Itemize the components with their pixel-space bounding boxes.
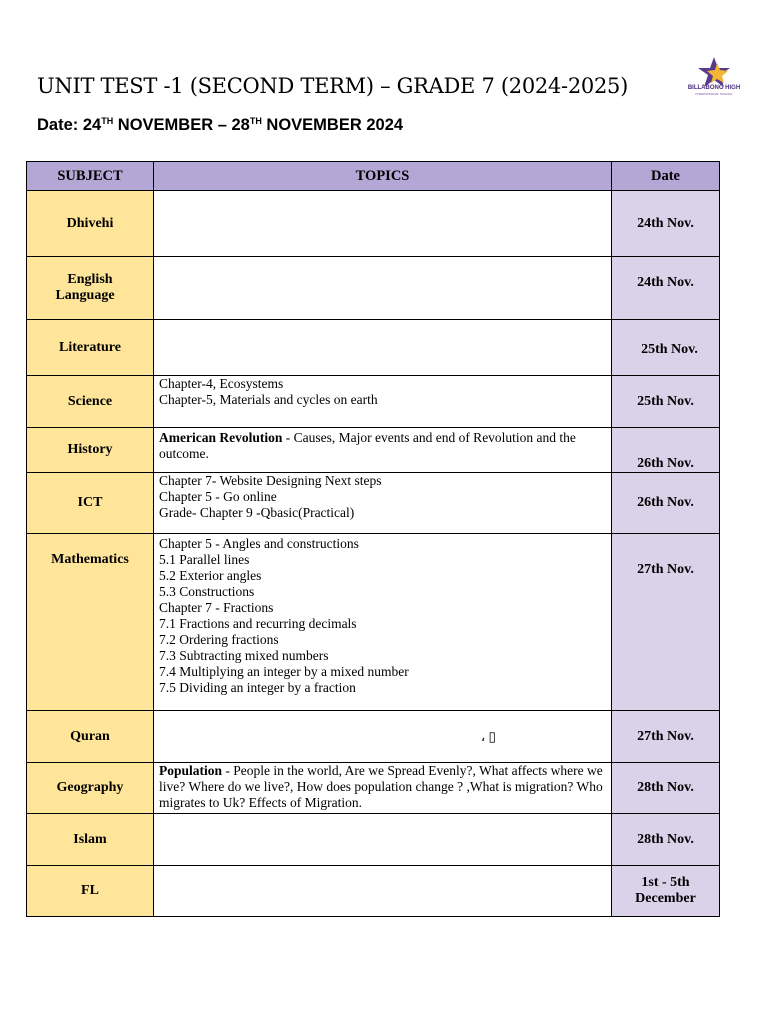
topics-cell (154, 866, 612, 917)
exam-date-range: Date: 24TH NOVEMBER – 28TH NOVEMBER 2024 (37, 116, 404, 134)
table-row (27, 534, 720, 711)
topics-cell: Chapter 5 - Angles and constructions 5.1 Parallel lines 5.2 Exterior angles 5.3 Constructions Chapter 7 - Fractions 7.1 Fractions and recurring decimals 7.2 Ordering fractions 7.3 Subtracting mixed numbers 7.4 Multiplying an integer by a mixed number 7.5 Dividing an integer by a fraction (154, 534, 612, 711)
subject-cell: Quran (27, 711, 154, 763)
arabic-glyph-mark: ، ▯ (480, 728, 496, 744)
table-row (27, 320, 720, 376)
subject-cell: Islam (27, 814, 154, 866)
logo-text: BILLABONG HIGH (687, 85, 741, 91)
topics-cell: American Revolution - Causes, Major events and end of Revolution and the outcome. (154, 428, 612, 473)
date-cell: 25th Nov. (612, 320, 720, 376)
subject-cell: English Language (27, 257, 154, 320)
date-header: Date (612, 162, 720, 191)
topics-cell (154, 711, 612, 763)
table-row (27, 191, 720, 257)
exam-schedule-table (26, 161, 720, 917)
subject-cell: Mathematics (27, 534, 154, 711)
date-cell: 26th Nov. (612, 428, 720, 473)
page-title: UNIT TEST -1 (SECOND TERM) – GRADE 7 (2024-2025) (37, 74, 628, 98)
date-cell: 28th Nov. (612, 814, 720, 866)
topics-cell: Chapter-4, Ecosystems Chapter-5, Materials and cycles on earth (154, 376, 612, 428)
date-cell: 26th Nov. (612, 473, 720, 534)
date-cell: 1st - 5th December (612, 866, 720, 917)
logo-subtext: INTERNATIONAL SCHOOL (695, 92, 733, 96)
topics-cell: Population - People in the world, Are we Spread Evenly?, What affects where we live? Where do we live?, How does population change ? ,What is migration? Who migrates to Uk? Effects of Migration. (154, 763, 612, 814)
subject-cell: Literature (27, 320, 154, 376)
table-row (27, 711, 720, 763)
subject-header: SUBJECT (27, 162, 154, 191)
table-row (27, 814, 720, 866)
topics-header: TOPICS (154, 162, 612, 191)
topics-cell (154, 257, 612, 320)
date-cell: 25th Nov. (612, 376, 720, 428)
table-row (27, 763, 720, 814)
subject-cell: ICT (27, 473, 154, 534)
topics-cell (154, 814, 612, 866)
subject-cell: Science (27, 376, 154, 428)
date-cell: 27th Nov. (612, 711, 720, 763)
subject-cell: Geography (27, 763, 154, 814)
date-cell: 27th Nov. (612, 534, 720, 711)
table-row (27, 866, 720, 917)
subject-cell: History (27, 428, 154, 473)
subject-cell: FL (27, 866, 154, 917)
topics-cell (154, 320, 612, 376)
subject-cell: Dhivehi (27, 191, 154, 257)
topics-cell (154, 191, 612, 257)
table-row (27, 473, 720, 534)
table-row (27, 428, 720, 473)
date-cell: 24th Nov. (612, 257, 720, 320)
table-row (27, 257, 720, 320)
table-header-row (27, 162, 720, 191)
date-cell: 28th Nov. (612, 763, 720, 814)
table-row (27, 376, 720, 428)
topics-cell: Chapter 7- Website Designing Next steps Chapter 5 - Go online Grade- Chapter 9 -Qbasic(Practical) (154, 473, 612, 534)
date-cell: 24th Nov. (612, 191, 720, 257)
